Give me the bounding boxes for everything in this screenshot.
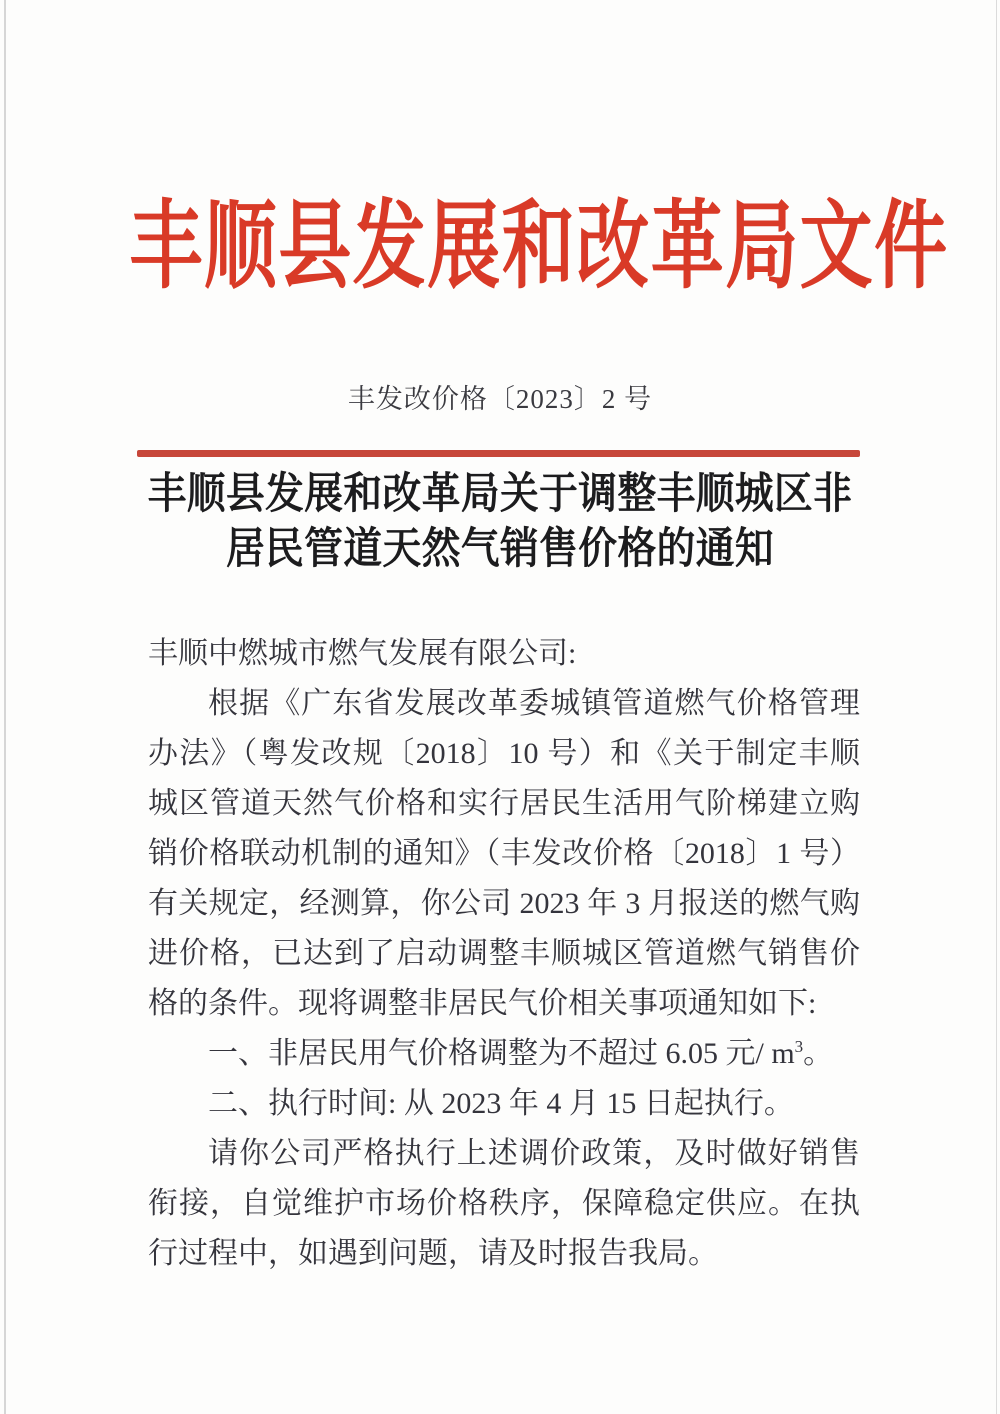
agency-letterhead bbox=[0, 192, 1000, 302]
item-1-text: 一、非居民用气价格调整为不超过 6.05 元/ m bbox=[208, 1037, 795, 1070]
notice-title-line-2: 居民管道天然气销售价格的通知 bbox=[225, 526, 775, 573]
item-1-superscript: 3 bbox=[794, 1037, 804, 1056]
paragraph-closing: 请你公司严格执行上述调价政策，及时做好销售衔接，自觉维护市场价格秩序，保障稳定供应。在执行过程中，如遇到问题，请及时报告我局。 bbox=[148, 1137, 860, 1270]
letterhead-divider-rule bbox=[137, 450, 860, 457]
document-number: 丰发改价格〔2023〕2 号 bbox=[347, 384, 653, 414]
notice-title bbox=[0, 467, 1000, 577]
notice-title-line-1: 丰顺县发展和改革局关于调整丰顺城区非 bbox=[147, 471, 853, 518]
paragraph-legal-basis: 根据《广东省发展改革委城镇管道燃气价格管理办法》（粤发改规〔2018〕10 号）和《关于制定丰顺城区管道天然气价格和实行居民生活用气阶梯建立购销价格联动机制的通知》（丰发改价格〔2018〕1 号）有关规定，经测算，你公司 2023 年 3 月报送的燃气购进价格，已达到了启动调整丰顺城区管道燃气销售价格的条件。现将调整非居民气价相关事项通知如下: bbox=[148, 687, 860, 1020]
agency-letterhead-title: 丰顺县发展和改革局文件 bbox=[129, 193, 949, 300]
item-2-effective-date: 二、执行时间: 从 2023 年 4 月 15 日起执行。 bbox=[208, 1087, 794, 1120]
salutation-line: 丰顺中燃城市燃气发展有限公司: bbox=[148, 637, 577, 670]
notice-body bbox=[148, 629, 860, 1279]
item-1-period: 。 bbox=[803, 1037, 834, 1070]
item-1-price-adjustment bbox=[148, 1029, 860, 1079]
